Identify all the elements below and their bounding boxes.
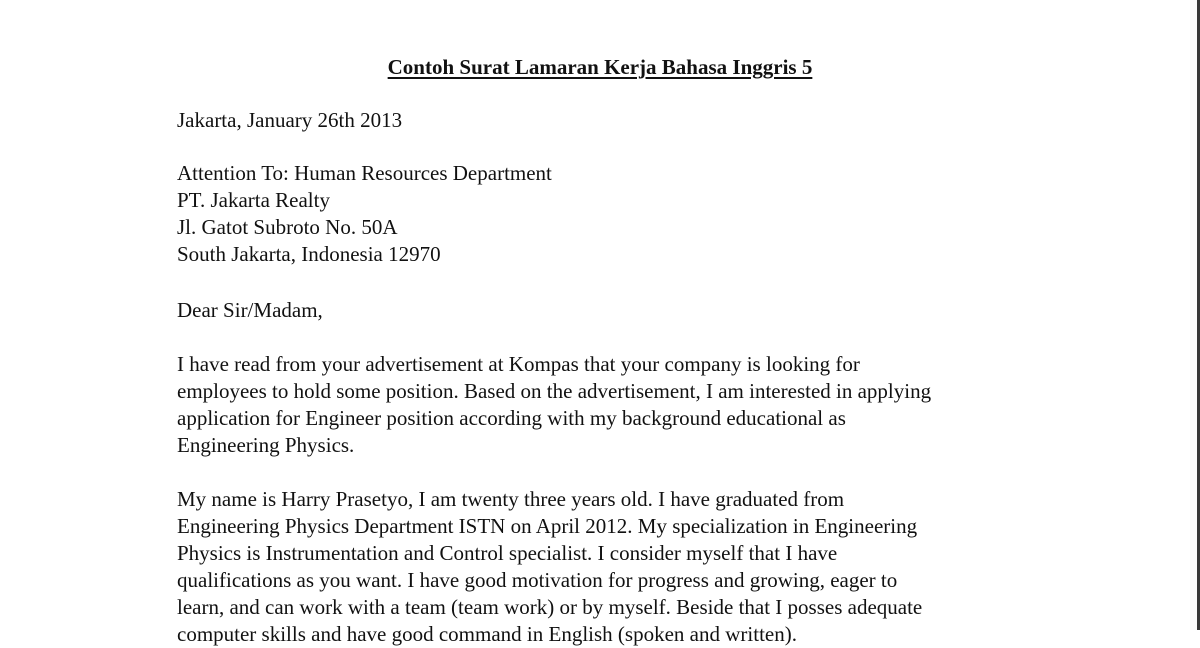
document-title: Contoh Surat Lamaran Kerja Bahasa Inggris 5 (387, 55, 813, 79)
recipient-address (177, 160, 1047, 268)
salutation (177, 297, 1047, 324)
paragraph-line: employees to hold some position. Based on the advertisement, I am interested in applying (177, 379, 932, 403)
address-line: PT. Jakarta Realty (177, 188, 330, 212)
paragraph-line: Engineering Physics. (177, 433, 355, 457)
paragraph-line: I have read from your advertisement at Kompas that your company is looking for (177, 352, 860, 376)
address-line: Jl. Gatot Subroto No. 50A (177, 215, 398, 239)
paragraph-line: qualifications as you want. I have good motivation for progress and growing, eager to (177, 568, 898, 592)
paragraph-line: application for Engineer position according with my background educational as (177, 406, 846, 430)
paragraph-2 (177, 486, 1047, 648)
paragraph-line: learn, and can work with a team (team work) or by myself. Beside that I posses adequate (177, 595, 923, 619)
paragraph-1 (177, 351, 1047, 459)
letter-date (177, 107, 1047, 134)
paragraph-line: computer skills and have good command in English (spoken and written). (177, 622, 797, 646)
date-line: Jakarta, January 26th 2013 (177, 108, 403, 132)
paragraph-line: Physics is Instrumentation and Control specialist. I consider myself that I have (177, 541, 838, 565)
address-line: Attention To: Human Resources Department (177, 161, 552, 185)
paragraph-line: Engineering Physics Department ISTN on April 2012. My specialization in Engineering (177, 514, 918, 538)
salutation-line: Dear Sir/Madam, (177, 298, 323, 322)
paragraph-line: My name is Harry Prasetyo, I am twenty three years old. I have graduated from (177, 487, 845, 511)
address-line: South Jakarta, Indonesia 12970 (177, 242, 441, 266)
